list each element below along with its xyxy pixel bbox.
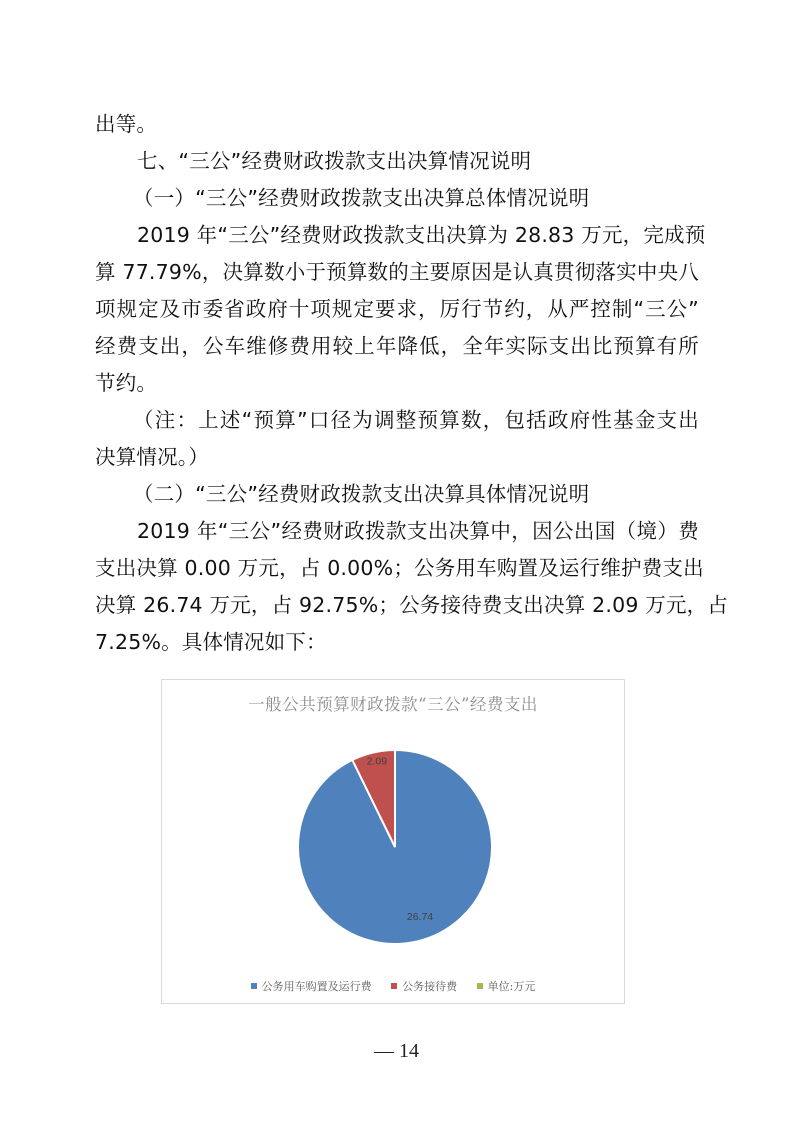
paragraph-line: 项规定及市委省政府十项规定要求，厉行节约，从严控制“三公” bbox=[95, 297, 699, 321]
paragraph-line: 经费支出，公车维修费用较上年降低，全年实际支出比预算有所 bbox=[95, 334, 699, 358]
paragraph-line: 算 77.79%，决算数小于预算数的主要原因是认真贯彻落实中央八 bbox=[95, 260, 699, 284]
note-line: 决算情况。） bbox=[95, 445, 209, 469]
paragraph-line bbox=[95, 217, 706, 254]
chart-legend bbox=[162, 978, 624, 994]
data-label-1: 2.09 bbox=[366, 755, 388, 768]
legend-item-vehicle bbox=[251, 978, 372, 994]
legend-item-reception bbox=[391, 978, 457, 994]
paragraph-line: 7.25%。具体情况如下： bbox=[95, 630, 327, 654]
pie-chart bbox=[161, 679, 625, 1004]
legend-label: 公务用车购置及运行费 bbox=[261, 980, 372, 993]
paragraph-line: 节约。 bbox=[95, 371, 158, 395]
legend-swatch bbox=[391, 983, 397, 989]
legend-label: 公务接待费 bbox=[402, 980, 458, 993]
data-label-0: 26.74 bbox=[406, 911, 434, 923]
page-number: — 14 bbox=[374, 1040, 419, 1062]
chart-title: 一般公共预算财政拨款“三公”经费支出 bbox=[248, 695, 538, 714]
paragraph-line: 支出决算 0.00 万元，占 0.00%；公务用车购置及运行维护费支出 bbox=[95, 556, 704, 580]
paragraph-line: 决算 26.74 万元，占 92.75%；公务接待费支出决算 2.09 万元，占 bbox=[95, 593, 729, 617]
paragraph-text: 2019 年“三公”经费财政拨款支出决算为 28.83 万元，完成预 bbox=[137, 223, 706, 247]
section-heading: 七、“三公”经费财政拨款支出决算情况说明 bbox=[137, 149, 532, 173]
legend-item-unit bbox=[477, 978, 536, 994]
paragraph-line: 出等。 bbox=[95, 112, 158, 136]
subsection-heading: （二）“三公”经费财政拨款支出决算具体情况说明 bbox=[133, 482, 590, 506]
subsection-heading: （一）“三公”经费财政拨款支出决算总体情况说明 bbox=[133, 186, 590, 210]
pie-chart-canvas bbox=[162, 680, 624, 1003]
legend-label: 单位:万元 bbox=[487, 980, 536, 993]
legend-swatch bbox=[251, 983, 257, 989]
note-line: （注：上述“预算”口径为调整预算数，包括政府性基金支出 bbox=[133, 408, 699, 432]
legend-swatch bbox=[477, 983, 483, 989]
paragraph-line: 2019 年“三公”经费财政拨款支出决算中，因公出国（境）费 bbox=[137, 519, 699, 543]
